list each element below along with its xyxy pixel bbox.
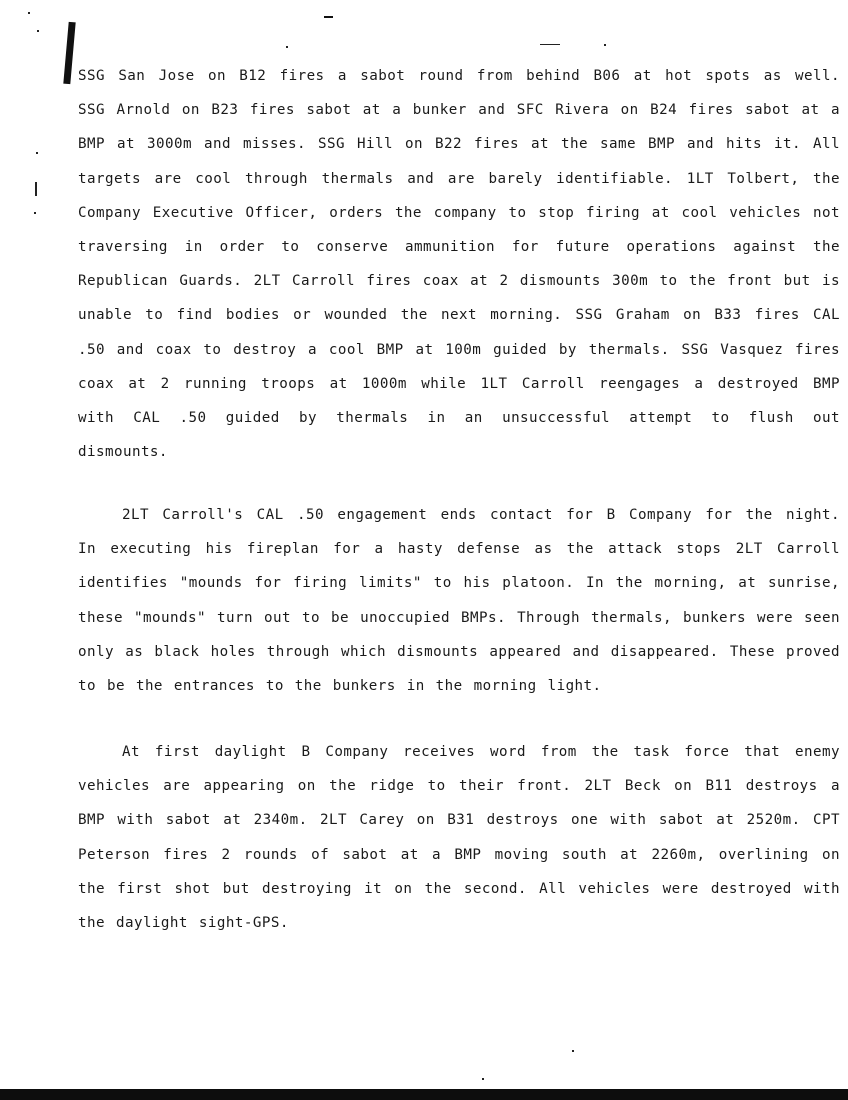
paragraph-3-text: At first daylight B Company receives word from the task force that enemy vehicles are appearing on the ridge to their front. 2LT Beck on B11 destroys a BMP with sabot at 2340m. 2LT Carey on B31 destroys one with sabot at 2520m. CPT Peterson fires 2 rounds of sabot at a BMP moving south at 2260m, overlining on the first shot but destroying it on the second. All vehicles were destroyed with the daylight sight-GPS. [78, 744, 840, 932]
paragraph-3 [78, 735, 840, 940]
scan-artifact-binding-mark [63, 22, 75, 84]
scan-artifact-speck [572, 1050, 574, 1052]
scan-artifact-dash [324, 16, 333, 18]
scan-artifact-speck [37, 30, 39, 32]
paragraph-1-text: SSG San Jose on B12 fires a sabot round from behind B06 at hot spots as well. SSG Arnold on B23 fires sabot at a bunker and SFC Rivera on B24 fires sabot at a BMP at 3000m and misses. SSG Hill on B22 fires at the same BMP and hits it. All targets are cool through thermals and are barely identifiable. 1LT Tolbert, the Company Executive Officer, orders the company to stop firing at cool vehicles not traversing in order to conserve ammunition for future operations against the Republican Guards. 2LT Carroll fires coax at 2 dismounts 300m to the front but is unable to find bodies or wounded the next morning. SSG Graham on B33 fires CAL .50 and coax to destroy a cool BMP at 100m guided by thermals. SSG Vasquez fires coax at 2 running troops at 1000m while 1LT Carroll reengages a destroyed BMP with CAL .50 guided by thermals in an unsuccessful attempt to flush out dismounts. [78, 68, 840, 461]
scan-artifact-speck [36, 152, 38, 154]
scan-artifact-speck [482, 1078, 484, 1080]
scan-bottom-edge [0, 1089, 848, 1100]
scan-artifact-speck [34, 212, 36, 214]
paragraph-2-text: 2LT Carroll's CAL .50 engagement ends contact for B Company for the night. In executing his fireplan for a hasty defense as the attack stops 2LT Carroll identifies "mounds for firing limits" to his platoon. In the morning, at sunrise, these "mounds" turn out to be unoccupied BMPs. Through thermals, bunkers were seen only as black holes through which dismounts appeared and disappeared. These proved to be the entrances to the bunkers in the morning light. [78, 507, 840, 695]
scan-artifact-speck [28, 12, 30, 14]
scan-artifact-speck [540, 44, 560, 45]
scan-artifact-speck [35, 182, 37, 196]
scan-artifact-speck [286, 46, 288, 48]
paragraph-2 [78, 498, 840, 703]
paragraph-1 [78, 59, 840, 469]
scan-artifact-speck [604, 44, 606, 46]
